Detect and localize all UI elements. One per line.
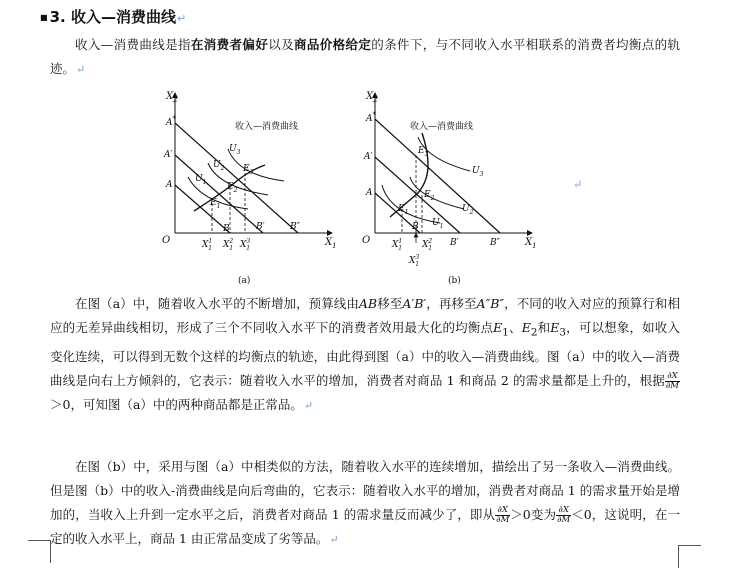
- para2-text-5: ，可以想象，如收入变化连续，可以得到无数个这样的均衡点的轨迹，由此得到图（a）中的收入—消费曲线。图（a）中的收入—消费曲线是向右上方倾斜的，它表示：随着收入水平的增加，消费者对商品 1 和商品 2 的需求量都是上升的，根据: [50, 320, 680, 388]
- panel-a-label-Aprime: A′: [164, 150, 173, 160]
- panel-b-origin: O: [362, 235, 371, 246]
- panel-a-label-U3: $U_3$: [229, 144, 241, 156]
- para2-text-1: 在图（a）中，随着收入水平的不断增加，预算线由: [75, 296, 359, 311]
- panel-b-label-Astar: A*: [366, 111, 376, 124]
- panel-a-tick-x12: $X^2$ 1: [223, 238, 234, 252]
- bullet-mark: ■: [40, 13, 48, 22]
- panel-a-label-E3: $E_3$: [243, 164, 254, 176]
- para1-text-2: 以及: [268, 37, 294, 52]
- panel-b-label-E2: $E_2$: [424, 190, 435, 202]
- para3-text-1: 在图（b）中，采用与图（a）中相类似的方法，随着收入水平的连续增加，描绘出了另一条收入—消费曲线。但是图（b）中的收入-消费曲线是向后弯曲的，它表示：随着收入水平的增加，消费者对商品 1 的需求量开始是增加的，当收入上升到一定水平之后，消费者对商品 1 的需求量反而减少了，即从: [50, 459, 680, 522]
- return-mark-icon: ↵: [303, 398, 314, 412]
- paragraph-definition: [50, 33, 680, 82]
- paragraph-figure-b: [50, 455, 680, 552]
- panel-a-y-label: $X_2$: [166, 91, 178, 104]
- panel-a-origin: O: [162, 235, 171, 246]
- return-mark-icon: ↵: [573, 178, 583, 191]
- para2-text-2: 移至: [377, 296, 403, 311]
- panel-a-label-E2: $E_2$: [227, 182, 238, 194]
- para2-sep-1: 、: [508, 320, 522, 335]
- para2-text-3: ，再移至: [426, 296, 477, 311]
- fraction-numerator: ∂X: [556, 506, 571, 516]
- panel-a-tick-x13: $X^3$ 1: [240, 238, 251, 252]
- panel-b-caption: (b): [448, 276, 461, 286]
- panel-a-label-B: B: [223, 224, 230, 234]
- para2-ab-prime: A′B′: [402, 296, 427, 311]
- panel-b-label-Bprime: B′: [450, 238, 459, 248]
- panel-b-label-A: A: [366, 188, 373, 198]
- panel-a-label-A: A: [166, 180, 173, 190]
- fraction-numerator: ∂X: [665, 372, 680, 382]
- panel-b-label-E3: $E_3$: [418, 146, 429, 158]
- para2-ab: AB: [358, 296, 378, 311]
- para2-e1: E: [493, 320, 503, 335]
- panel-a-label-U1: $U_1$: [195, 174, 207, 186]
- figure-svg: [160, 85, 537, 290]
- panel-b-label-Aprime: A′: [364, 152, 373, 162]
- heading-number: 3.: [49, 8, 66, 26]
- fraction-denominator: ∂M: [665, 380, 679, 391]
- para3-text-3: ＜0，这说明，在一定的收入水平上，商品 1 由正常品变成了劣等品。: [50, 507, 680, 546]
- para3-text-2: ＞0变为: [510, 507, 557, 522]
- panel-a-caption: (a): [238, 276, 251, 286]
- return-mark-icon: ↵: [329, 533, 339, 546]
- panel-b-curve-label: 收入—消费曲线: [410, 122, 474, 132]
- fraction-denominator: ∂M: [557, 515, 571, 525]
- partial-derivative-fraction: [495, 506, 510, 525]
- panel-a-tick-x11: $X^1$ 1: [202, 238, 213, 252]
- para2-e3-sub: 3: [559, 326, 567, 339]
- page-corner-mark-right: [678, 545, 701, 568]
- income-consumption-figure: [160, 85, 537, 290]
- panel-a-label-Bprime: B′: [256, 222, 265, 232]
- para1-bold-price: 商品价格给定: [293, 37, 372, 52]
- panel-b-label-U2: $U_2$: [462, 204, 474, 216]
- heading-title: 收入—消费曲线: [70, 8, 176, 26]
- para1-bold-preference: 在消费者偏好: [190, 37, 269, 52]
- para2-text-6: ＞0，可知图（a）中的两种商品都是正常品。: [50, 396, 303, 412]
- panel-a-label-Astar: A*: [166, 115, 176, 128]
- para2-e2: E: [521, 320, 531, 335]
- panel-b-x-label: $X_1$: [525, 237, 537, 250]
- panel-b: [362, 91, 537, 286]
- section-heading: [40, 6, 186, 27]
- panel-b-label-U3: $U_3$: [472, 166, 484, 178]
- panel-b-tick-x11: $X^1$ 1: [392, 238, 403, 252]
- para2-sep-2: 和: [537, 320, 551, 335]
- return-mark-icon: ↵: [176, 12, 187, 25]
- fraction-numerator: ∂X: [495, 506, 510, 516]
- para2-text-4: ，不同的收入对应的预算行和相应的无差异曲线相切，形成了三个不同收入水平下的消费者效用最大化的均衡点: [50, 296, 680, 335]
- panel-a-curve-label: 收入—消费曲线: [235, 122, 299, 132]
- panel-a-label-Bdouble: B″: [290, 222, 300, 232]
- paragraph-figure-a: [50, 292, 680, 418]
- partial-derivative-fraction: [665, 372, 680, 391]
- para2-e2-sub: 2: [530, 326, 538, 339]
- para1-text-1: 收入—消费曲线是指: [75, 37, 191, 52]
- panel-a-label-U2: $U_2$: [213, 160, 225, 172]
- panel-b-label-E1: $E_1$: [398, 204, 409, 216]
- panel-b-y-label: $X_2$: [366, 91, 378, 104]
- panel-b-label-U1: $U_1$: [432, 218, 444, 230]
- panel-a: [162, 91, 337, 286]
- para2-e3: E: [550, 320, 560, 335]
- panel-b-tick-x13: $X^3$ 1: [409, 254, 420, 268]
- return-mark-icon: ↵: [76, 63, 86, 76]
- panel-b-label-B: B: [412, 222, 419, 232]
- panel-b-tick-x12: $X^2$ 1: [422, 238, 433, 252]
- panel-b-label-Bdouble: B″: [490, 238, 500, 248]
- partial-derivative-fraction: [556, 506, 571, 525]
- para2-e1-sub: 1: [502, 326, 509, 339]
- panel-a-x-label: $X_1$: [325, 237, 337, 250]
- para2-ab-double: A″B″: [476, 296, 505, 311]
- panel-a-label-E1: $E_1$: [210, 198, 221, 210]
- para1-text-3: 的条件下，与不同收入水平相联系的消费者均衡点的轨迹。: [50, 37, 680, 76]
- panel-a-budget-line-outer: [175, 123, 298, 233]
- page-corner-mark-left: [28, 540, 51, 563]
- fraction-denominator: ∂M: [496, 515, 510, 525]
